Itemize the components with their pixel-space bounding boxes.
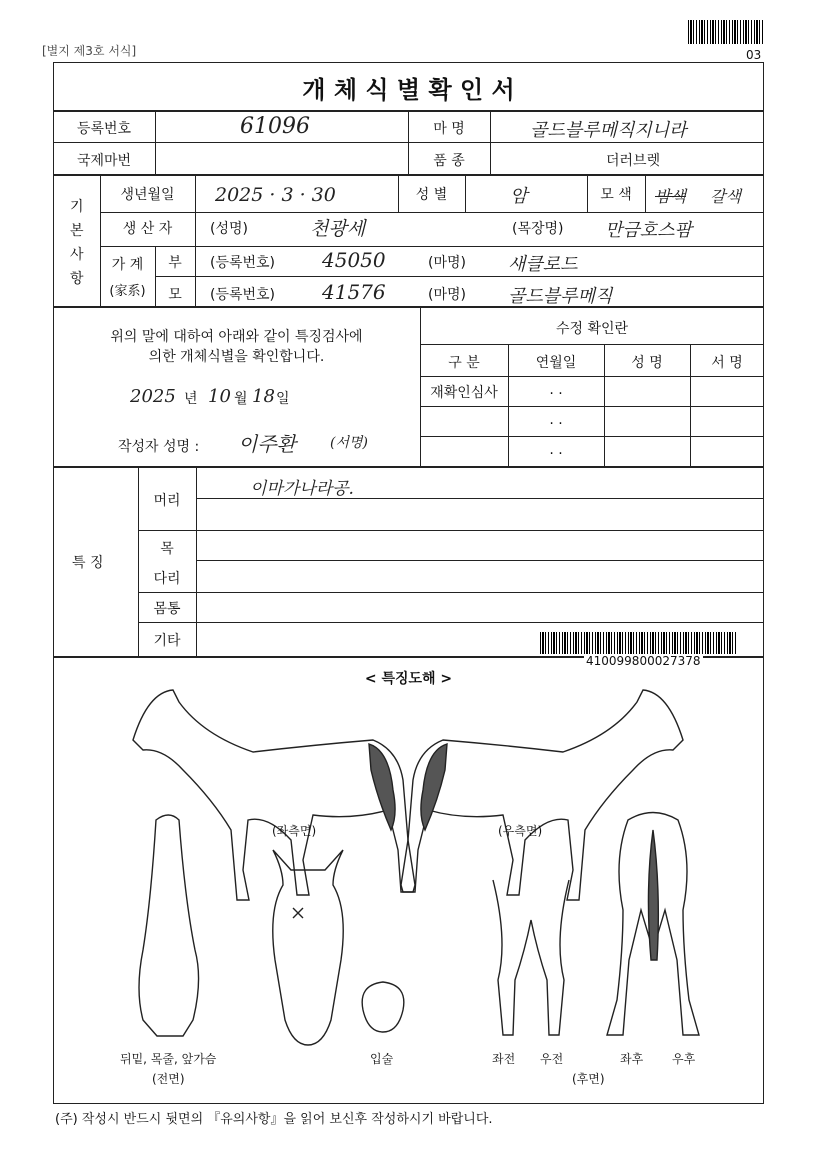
sex-label: 성 별 xyxy=(415,187,448,203)
producer-name-label: (성명) xyxy=(210,221,248,237)
left-side-label: (좌측면) xyxy=(272,824,317,838)
date-day-unit: 일 xyxy=(276,391,290,407)
rear-left-label: 좌후 xyxy=(620,1052,644,1066)
rear-right-label: 우후 xyxy=(672,1052,696,1066)
row1-label: 재확인심사 xyxy=(430,385,498,401)
diagram-title: < 특징도해 > xyxy=(364,671,453,687)
dam-label: 모 xyxy=(168,287,182,303)
right-side-horse xyxy=(401,690,683,900)
color-value: 갈색 xyxy=(710,187,741,206)
statement-line-2: 의한 개체식별을 확인합니다. xyxy=(148,349,325,365)
row3-date: . . xyxy=(549,442,563,458)
reg-no-label: 등록번호 xyxy=(76,121,132,137)
producer-label: 생 산 자 xyxy=(122,221,173,237)
head-value: 이마가나라공. xyxy=(250,479,354,499)
lineage-hanja: (家系) xyxy=(109,284,146,299)
breed-value: 더러브렛 xyxy=(606,153,661,169)
date-month: 10 xyxy=(208,386,231,407)
neck-label: 목 xyxy=(160,541,174,557)
col-name: 성 명 xyxy=(631,355,663,371)
col-category: 구 분 xyxy=(448,355,480,371)
revision-title: 수정 확인란 xyxy=(555,321,629,337)
basic-section-char-1: 기 xyxy=(70,199,84,215)
right-side-label: (우측면) xyxy=(498,824,543,838)
head-label: 머리 xyxy=(153,493,181,509)
sire-reg-value: 45050 xyxy=(322,248,386,272)
top-barcode xyxy=(688,20,764,44)
sire-label: 부 xyxy=(168,255,182,271)
col-sign: 서 명 xyxy=(711,355,743,371)
breed-label: 품 종 xyxy=(433,153,465,169)
feature-barcode xyxy=(540,632,736,654)
feature-barcode-number: 410099800027378 xyxy=(586,654,701,668)
lineage-label: 가 계 xyxy=(111,257,144,273)
horse-diagram xyxy=(53,680,764,1080)
rear-view-horse xyxy=(607,813,699,1036)
date-day: 18 xyxy=(252,386,275,407)
date-year: 2025 xyxy=(130,386,176,407)
horse-name-label: 마 명 xyxy=(433,121,465,137)
legs-label: 다리 xyxy=(153,571,181,587)
birth-value: 2025 · 3 · 30 xyxy=(215,184,336,206)
other-label: 기타 xyxy=(153,633,181,649)
reg-no-value: 61096 xyxy=(240,114,310,139)
body-label: 몸통 xyxy=(153,601,181,617)
basic-section-char-2: 본 xyxy=(70,223,84,239)
front-right-label: 우전 xyxy=(540,1052,564,1066)
page-number: 03 xyxy=(746,48,762,62)
left-side-horse xyxy=(133,690,415,900)
sire-reg-label: (등록번호) xyxy=(210,255,276,271)
row2-date: . . xyxy=(549,412,563,428)
sire-name-label: (마명) xyxy=(428,255,466,271)
sire-name-value: 새클로드 xyxy=(508,254,578,275)
rear-label: (후면) xyxy=(572,1072,605,1086)
author-value: 이주환 xyxy=(238,432,296,456)
author-label: 작성자 성명 : xyxy=(118,439,200,455)
date-year-unit: 년 xyxy=(184,391,198,407)
intl-no-label: 국제마번 xyxy=(76,153,132,169)
front-legs-view xyxy=(493,880,569,1035)
front-view-horse xyxy=(139,815,199,1036)
statement-line-1: 위의 말에 대하여 아래와 같이 특징검사에 xyxy=(110,329,363,345)
color-struck-value: 밤색 xyxy=(655,187,686,206)
lips-view xyxy=(362,982,404,1032)
document-title: 개 체 식 별 확 인 서 xyxy=(302,76,515,104)
dam-name-value: 골드블루메직 xyxy=(508,286,613,307)
farm-label: (목장명) xyxy=(512,221,564,237)
sex-value: 암 xyxy=(510,186,528,207)
col-date: 연월일 xyxy=(535,355,577,371)
producer-name-value: 천광세 xyxy=(310,218,366,240)
basic-section-char-3: 사 xyxy=(70,247,84,263)
row1-date: . . xyxy=(549,382,563,398)
farm-value: 만금호스팜 xyxy=(605,220,692,241)
dam-reg-value: 41576 xyxy=(322,280,386,304)
author-stamp: (서명) xyxy=(330,435,368,451)
color-label: 모 색 xyxy=(600,187,632,203)
date-month-unit: 월 xyxy=(234,391,248,407)
footer-note: (주) 작성시 반드시 뒷면의 『유의사항』을 읽어 보신후 작성하시기 바랍니다. xyxy=(55,1112,493,1127)
form-label: [별지 제3호 서식] xyxy=(42,44,137,58)
dam-reg-label: (등록번호) xyxy=(210,287,276,303)
head-front-view xyxy=(273,850,343,1045)
front-left-label: 좌전 xyxy=(492,1052,516,1066)
lips-label: 입술 xyxy=(370,1052,394,1066)
basic-section-char-4: 항 xyxy=(70,271,84,287)
front-label: (전면) xyxy=(152,1072,185,1086)
horse-name-value: 골드블루메직지니라 xyxy=(530,120,687,141)
birth-label: 생년월일 xyxy=(120,187,175,203)
dam-name-label: (마명) xyxy=(428,287,466,303)
features-section-label: 특 징 xyxy=(72,555,104,571)
front-parts-label: 뒤밑, 목줄, 앞가슴 xyxy=(120,1052,217,1066)
